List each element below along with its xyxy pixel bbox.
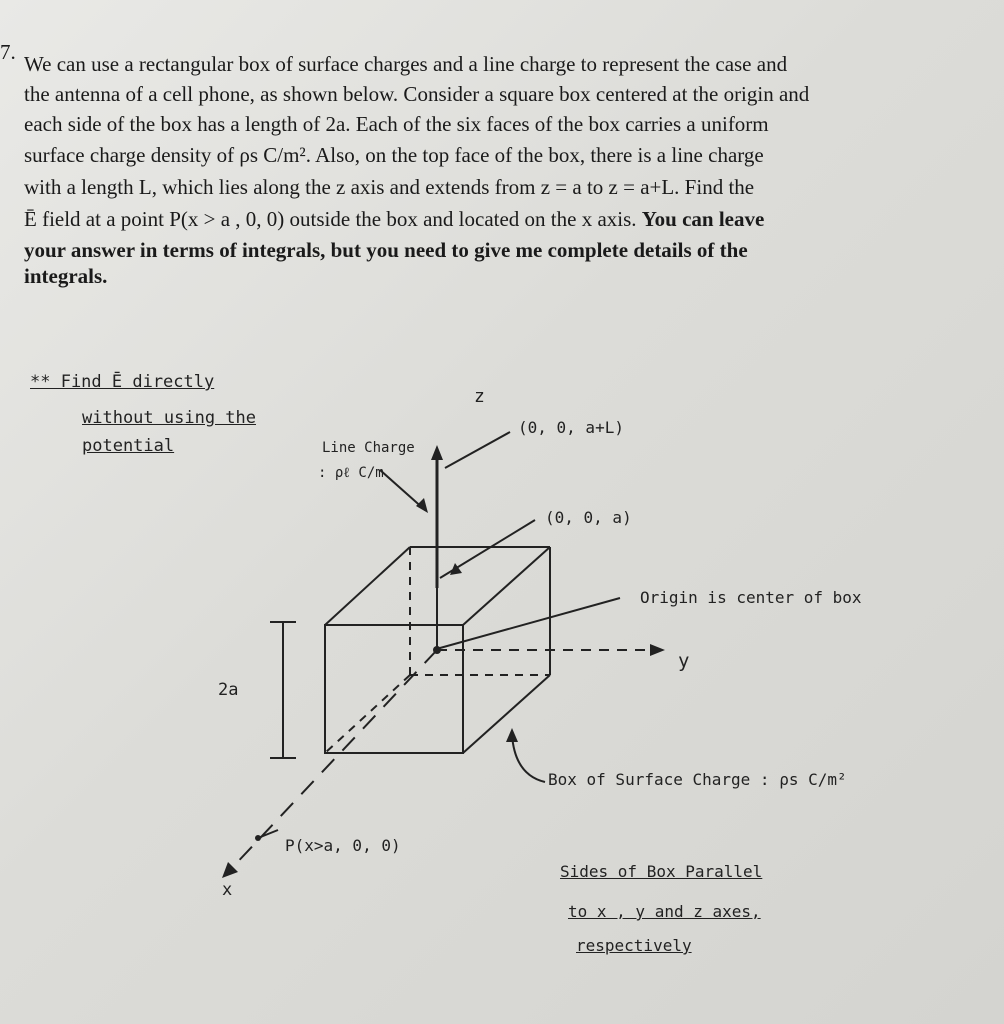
- note-line-3: potential: [82, 436, 175, 456]
- z-arrow-icon: [431, 445, 443, 460]
- leader-point-p: [258, 830, 278, 838]
- box-hidden-diag-edge: [325, 675, 410, 753]
- origin-note-label: Origin is center of box: [640, 588, 862, 607]
- point-p-dot: [255, 835, 261, 841]
- z-axis-label: z: [474, 386, 485, 407]
- x-arrow-icon: [222, 862, 238, 878]
- side-length-label: 2a: [218, 680, 239, 700]
- problem-line-1: We can use a rectangular box of surface charges and a line charge to represent the case and: [24, 52, 788, 76]
- problem-line-8: integrals.: [24, 264, 108, 288]
- y-axis-label: y: [678, 650, 690, 672]
- problem-number: 7.: [0, 40, 16, 64]
- line-charge-label-1: Line Charge: [322, 440, 415, 456]
- note-line-2: without using the: [82, 408, 256, 428]
- origin-dot: [433, 646, 441, 654]
- point-p-label: P(x>a, 0, 0): [285, 836, 401, 855]
- problem-line-7: your answer in terms of integrals, but you need to give me complete details of the: [24, 238, 748, 262]
- problem-bold-part: You can leave: [641, 207, 765, 231]
- arrow-line-charge-icon: [416, 498, 428, 513]
- box-note-label: Box of Surface Charge : ρs C/m²: [548, 770, 847, 789]
- note-line-1: ** Find Ē directly: [30, 372, 215, 392]
- problem-line-4: surface charge density of ρs C/m². Also, on the top face of the box, there is a line charge: [24, 143, 764, 167]
- problem-line-2: the antenna of a cell phone, as shown below. Consider a square box centered at the origin and: [24, 82, 810, 106]
- box-edge-top-right: [463, 547, 550, 625]
- sides-note-line-1: Sides of Box Parallel: [560, 862, 763, 881]
- arrow-box-icon: [506, 728, 518, 742]
- top-point-label: (0, 0, a+L): [518, 418, 624, 437]
- mid-point-label: (0, 0, a): [545, 508, 632, 527]
- x-axis-label: x: [222, 880, 233, 900]
- problem-line-5: with a length L, which lies along the z axis and extends from z = a to z = a+L. Find the: [24, 175, 755, 199]
- sides-note-line-3: respectively: [576, 936, 692, 955]
- problem-line-6-text: Ē field at a point P(x > a , 0, 0) outside the box and located on the x axis.: [24, 207, 637, 231]
- leader-box: [512, 735, 545, 782]
- leader-origin: [440, 598, 620, 648]
- y-arrow-icon: [650, 644, 665, 656]
- line-charge-label-2: : ρℓ C/m: [318, 465, 384, 481]
- problem-line-3: each side of the box has a length of 2a. Each of the six faces of the box carries a uniform: [24, 112, 769, 136]
- leader-top-point: [445, 432, 510, 468]
- sides-note-line-2: to x , y and z axes,: [568, 902, 761, 921]
- box-edge-top-left: [325, 547, 410, 625]
